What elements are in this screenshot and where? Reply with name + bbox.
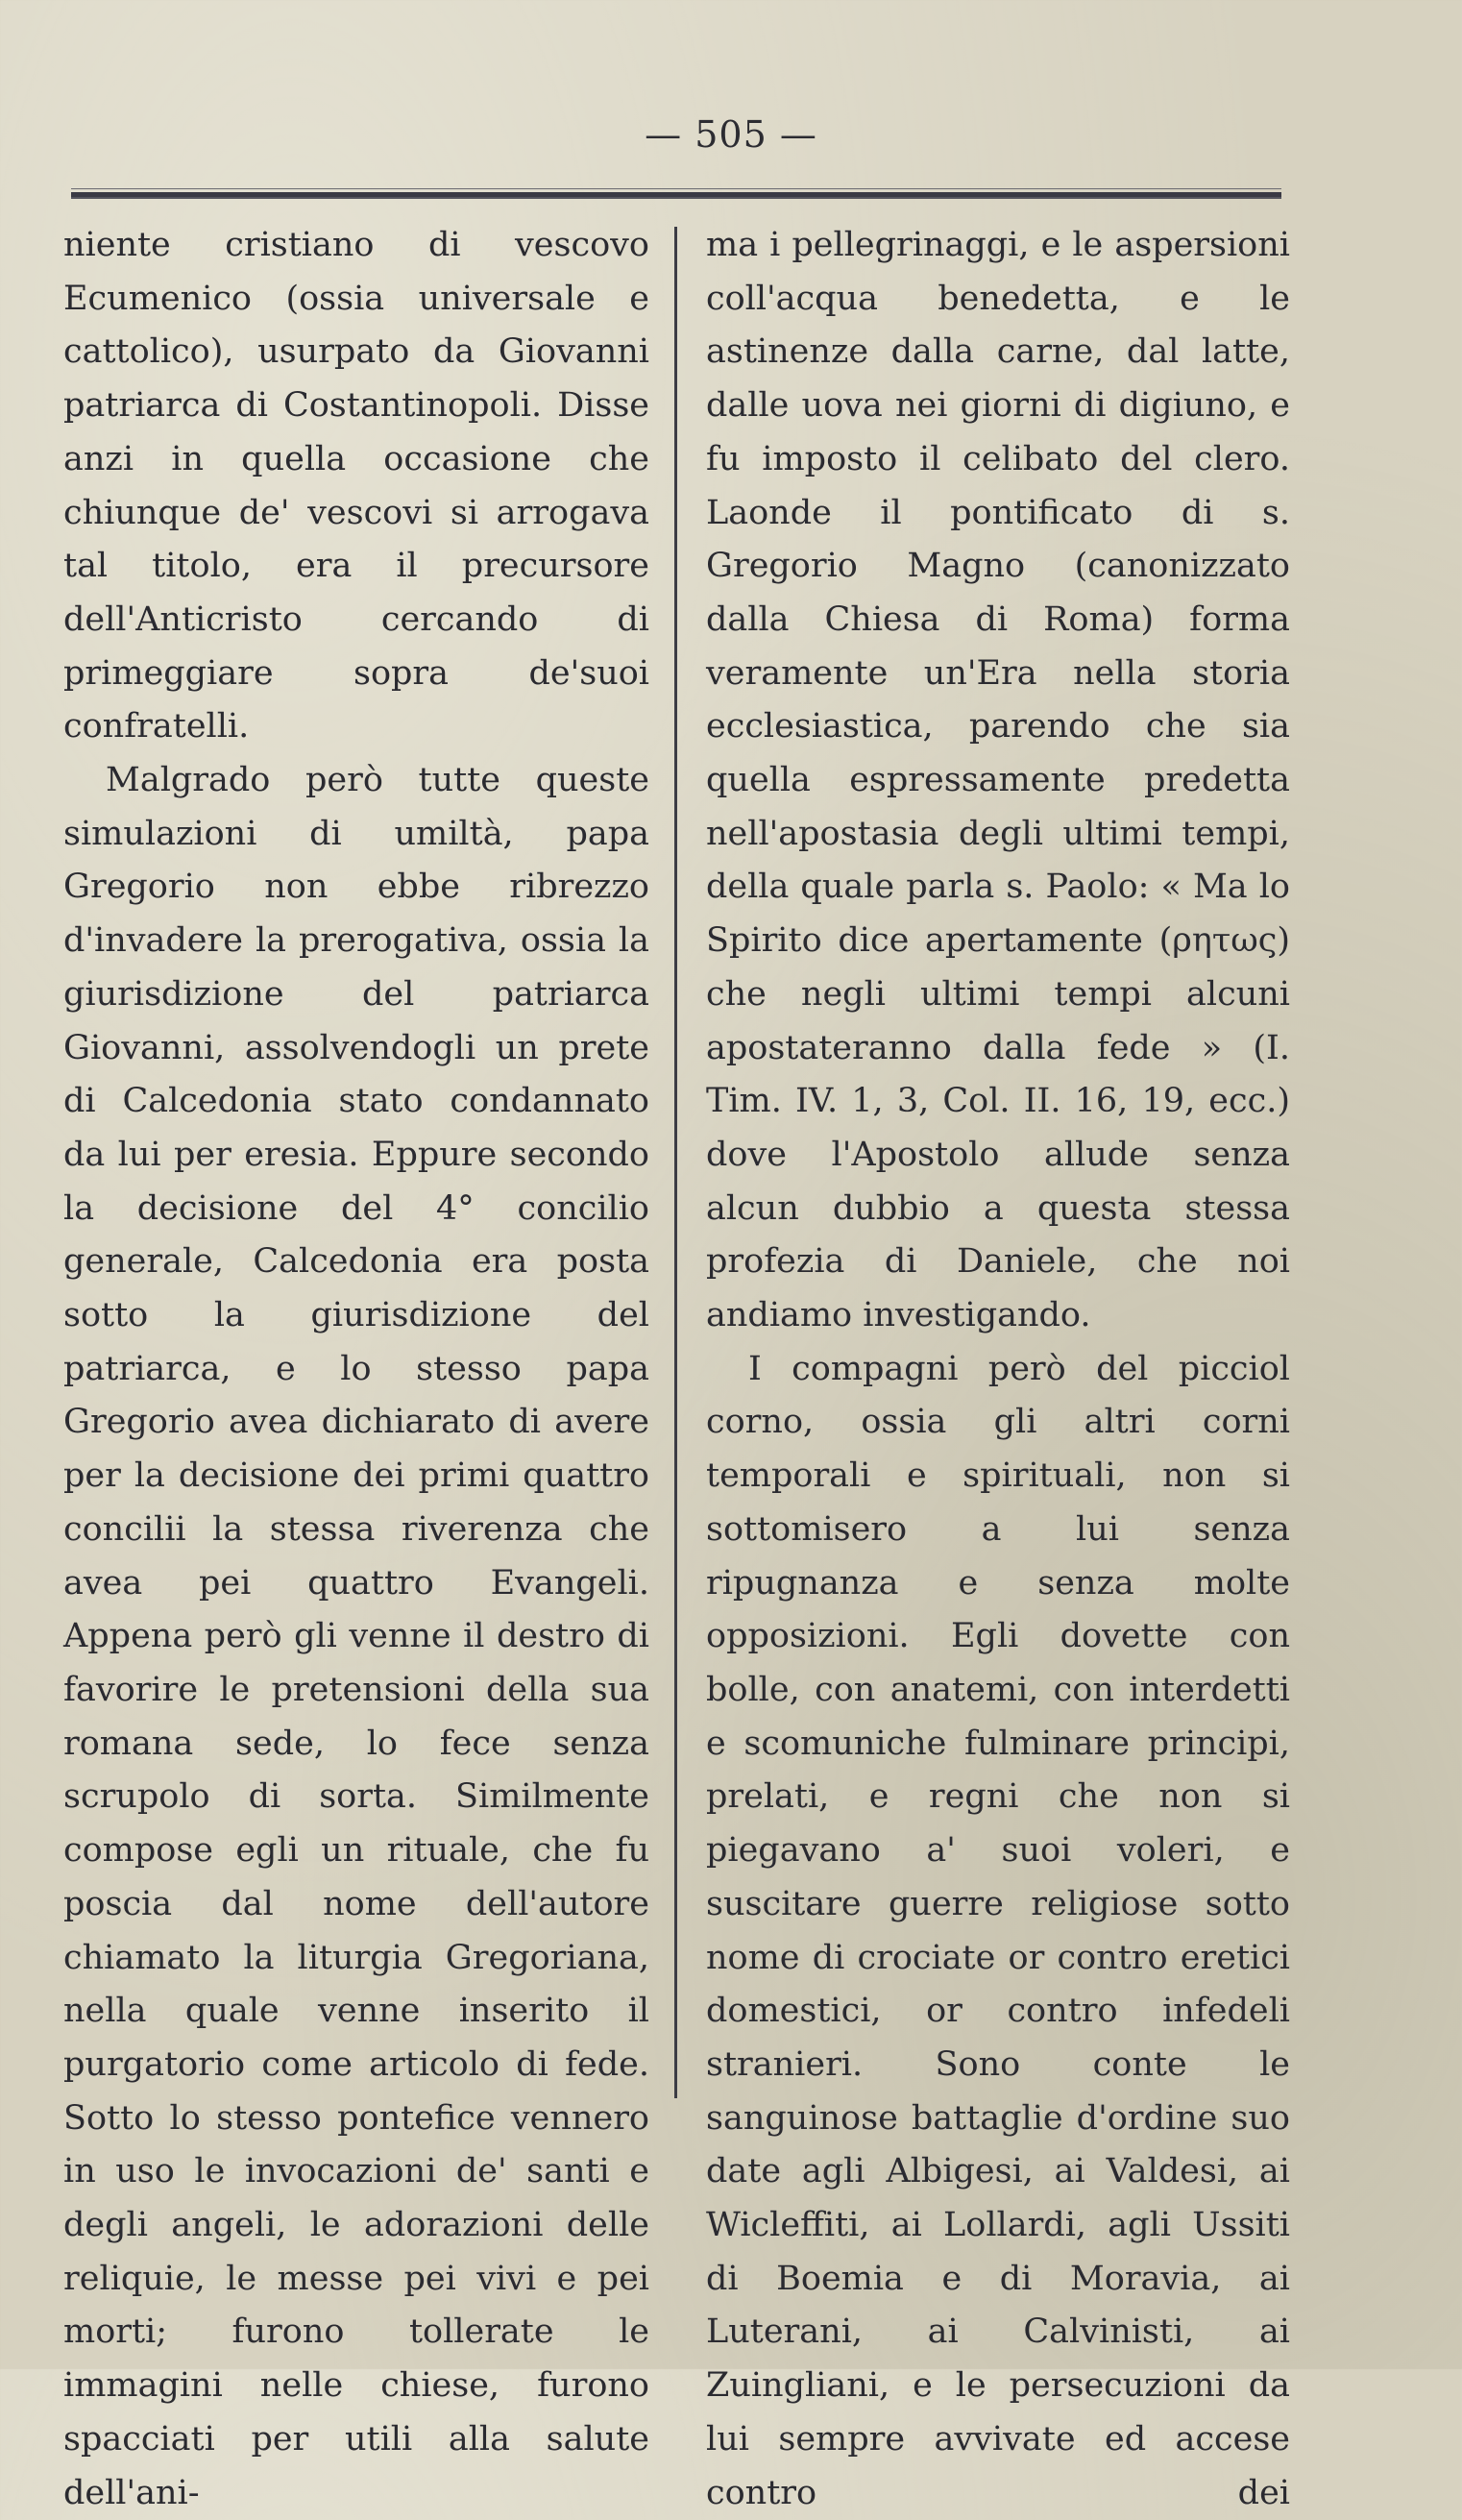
right-paragraph-2: I compagni però del picciol corno, ossia gli altri corni temporali e spirituali, non si sottomisero a lui senza ripugnanza e senza molte opposizioni. Egli dovette con bolle, con anatemi, con interdetti e scomuniche fulminare principi, prelati, e regni che non si piegavano a' suoi voleri, e suscitare guerre religiose sotto nome di crociate or contro eretici domestici, or contro infedeli stranieri. Sono conte le sanguinose battaglie d'ordine suo date agli Albigesi, ai Valdesi, ai Wicleffiti, ai Lollardi, agli Ussiti di Boemia e di Moravia, ai Luterani, ai Calvinisti, ai Zuingliani, e le persecuzioni da lui sempre avvivate ed accese contro dei bbox=[706, 1349, 1290, 2512]
header-rule-thin bbox=[71, 188, 1281, 189]
left-paragraph-1: niente cristiano di vescovo Ecumenico (ossia universale e cattolico), usurpato da Giovanni patriarca di Costantinopoli. Disse anzi in quella occasione che chiunque de' vescovi si arrogava tal titolo, era il precursore dell'Anticristo cercando di primeggiare sopra de'suoi confratelli. bbox=[63, 226, 649, 746]
right-paragraph-1: ma i pellegrinaggi, e le aspersioni coll'acqua benedetta, e le astinenze dalla carne, dal latte, dalle uova nei giorni di digiuno, e fu imposto il celibato del clero. Laonde il pontificato di s. Gregorio Magno (canonizzato dalla Chiesa di Roma) forma veramente un'Era nella storia ecclesiastica, parendo che sia quella espressamente predetta nell'apostasia degli ultimi tempi, della quale parla s. Paolo: « Ma lo Spirito dice apertamente (ρητως) che negli ultimi tempi alcuni apostateranno dalla fede » (I. Tim. IV. 1, 3, Col. II. 16, 19, ecc.) dove l'Apostolo allude senza alcun dubbio a questa stessa profezia di Daniele, che noi andiamo investigando. bbox=[706, 226, 1290, 1335]
page-number: — 505 — bbox=[645, 113, 817, 156]
right-column bbox=[706, 219, 1290, 2520]
left-paragraph-2: Malgrado però tutte queste simulazioni di umiltà, papa Gregorio non ebbe ribrezzo d'invadere la prerogativa, ossia la giurisdizione del patriarca Giovanni, assolvendogli un prete di Calcedonia stato condannato da lui per eresia. Eppure secondo la decisione del 4° concilio generale, Calcedonia era posta sotto la giurisdizione del patriarca, e lo stesso papa Gregorio avea dichiarato di avere per la decisione dei primi quattro concilii la stessa riverenza che avea pei quattro Evangeli. Appena però gli venne il destro di favorire le pretensioni della sua romana sede, lo fece senza scrupolo di sorta. Similmente compose egli un rituale, che fu poscia dal nome dell'autore chiamato la liturgia Gregoriana, nella quale venne inserito il purgatorio come articolo di fede. Sotto lo stesso pontefice vennero in uso le invocazioni de' santi e degli angeli, le adorazioni delle reliquie, le messe pei vivi e pei morti; furono tollerate le immagini nelle chiese, furono spacciati per utili alla salute dell'ani- bbox=[63, 761, 649, 2512]
left-column bbox=[63, 219, 649, 2520]
column-divider bbox=[674, 227, 677, 2098]
header-rule bbox=[71, 192, 1281, 199]
